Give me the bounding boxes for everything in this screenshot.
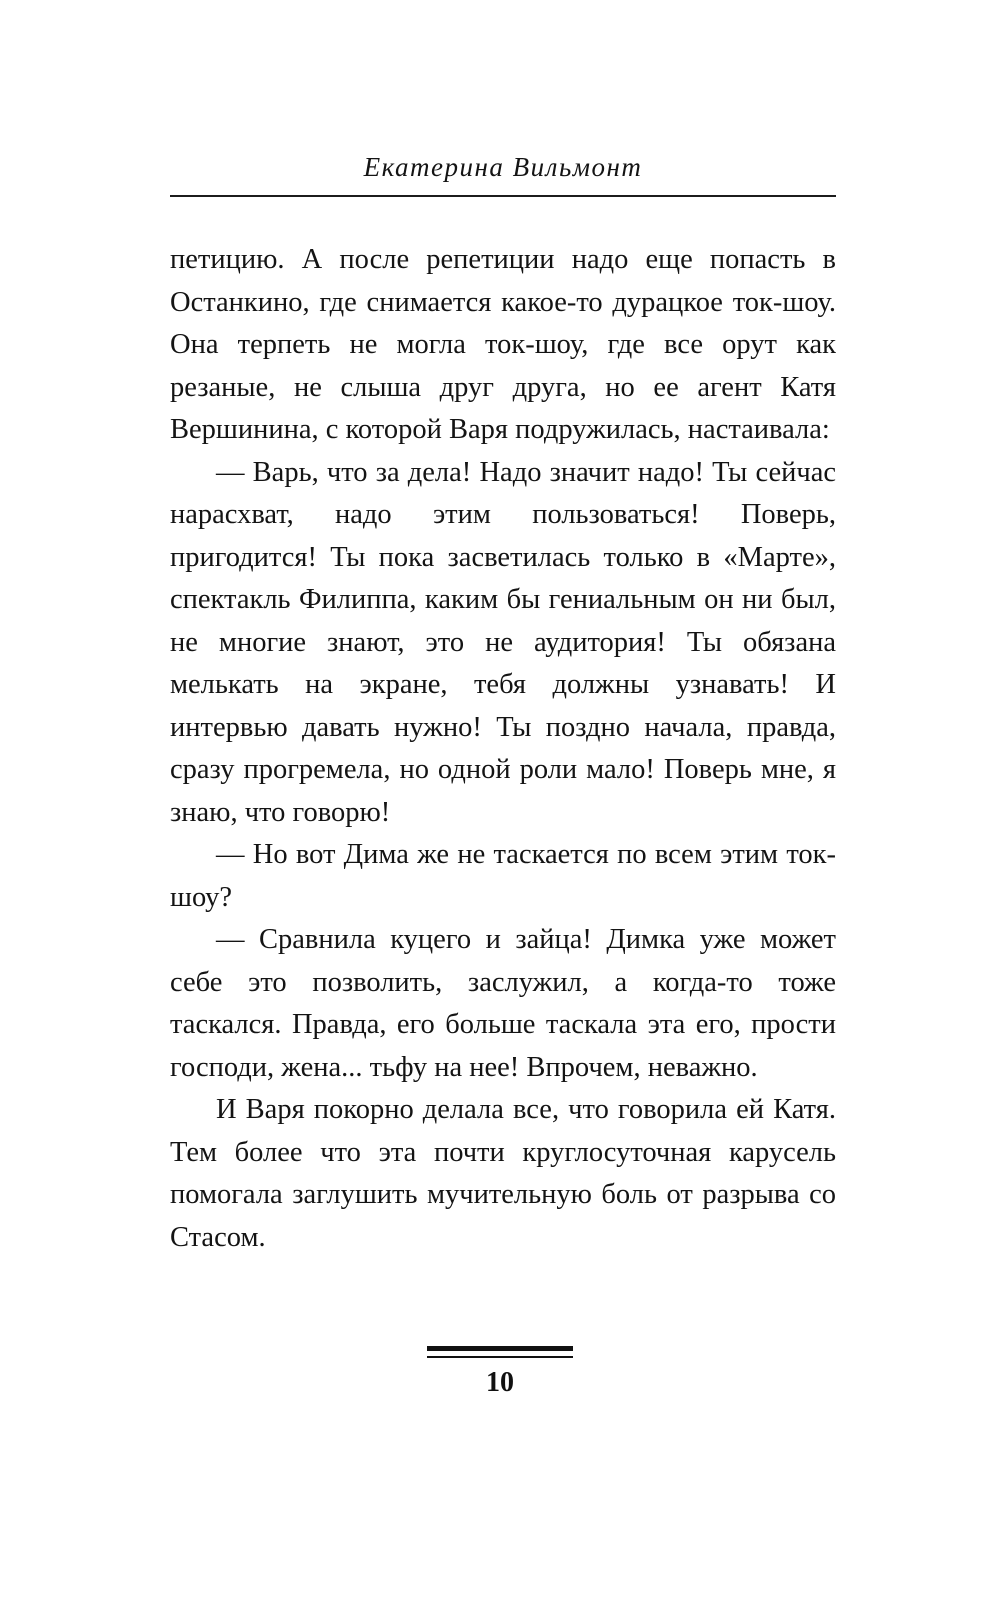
running-header <box>170 152 836 197</box>
body-text <box>170 239 836 1259</box>
paragraph: И Варя покорно делала все, что говорила ей Катя. Тем более что эта почти круглосуточная карусель помогала заглушить мучительную боль от разрыва со Стасом. <box>170 1094 836 1253</box>
page-footer <box>0 1346 1000 1399</box>
text-column <box>170 0 836 1259</box>
page-number: 10 <box>486 1367 514 1398</box>
paragraph-dialogue: — Но вот Дима же не таскается по всем этим ток-шоу? <box>170 839 836 913</box>
author-name: Екатерина Вильмонт <box>363 152 643 182</box>
paragraph-dialogue: — Сравнила куцего и зайца! Димка уже может себе это позволить, заслужил, а когда-то тоже таскался. Правда, его больше таскала эта его, прости господи, жена... тьфу на нее! Впрочем, неважно. <box>170 924 836 1083</box>
paragraph-continuation: петицию. А после репетиции надо еще попасть в Останкино, где снимается какое-то дурацкое ток-шоу. Она терпеть не могла ток-шоу, где все орут как резаные, не слыша друг друга, но ее агент Катя Вершинина, с которой Варя подружилась, настаивала: <box>170 244 836 445</box>
footer-ornament-rule <box>427 1346 573 1358</box>
paragraph-dialogue: — Варь, что за дела! Надо значит надо! Ты сейчас нарасхват, надо этим пользоваться! Поверь, пригодится! Ты пока засветилась только в «Марте», спектакль Филиппа, каким бы гениальным он ни был, не многие знают, это не аудитория! Ты обязана мелькать на экране, тебя должны узнавать! И интервью давать нужно! Ты поздно начала, правда, сразу прогремела, но одной роли мало! Поверь мне, я знаю, что говорю! <box>170 456 836 828</box>
